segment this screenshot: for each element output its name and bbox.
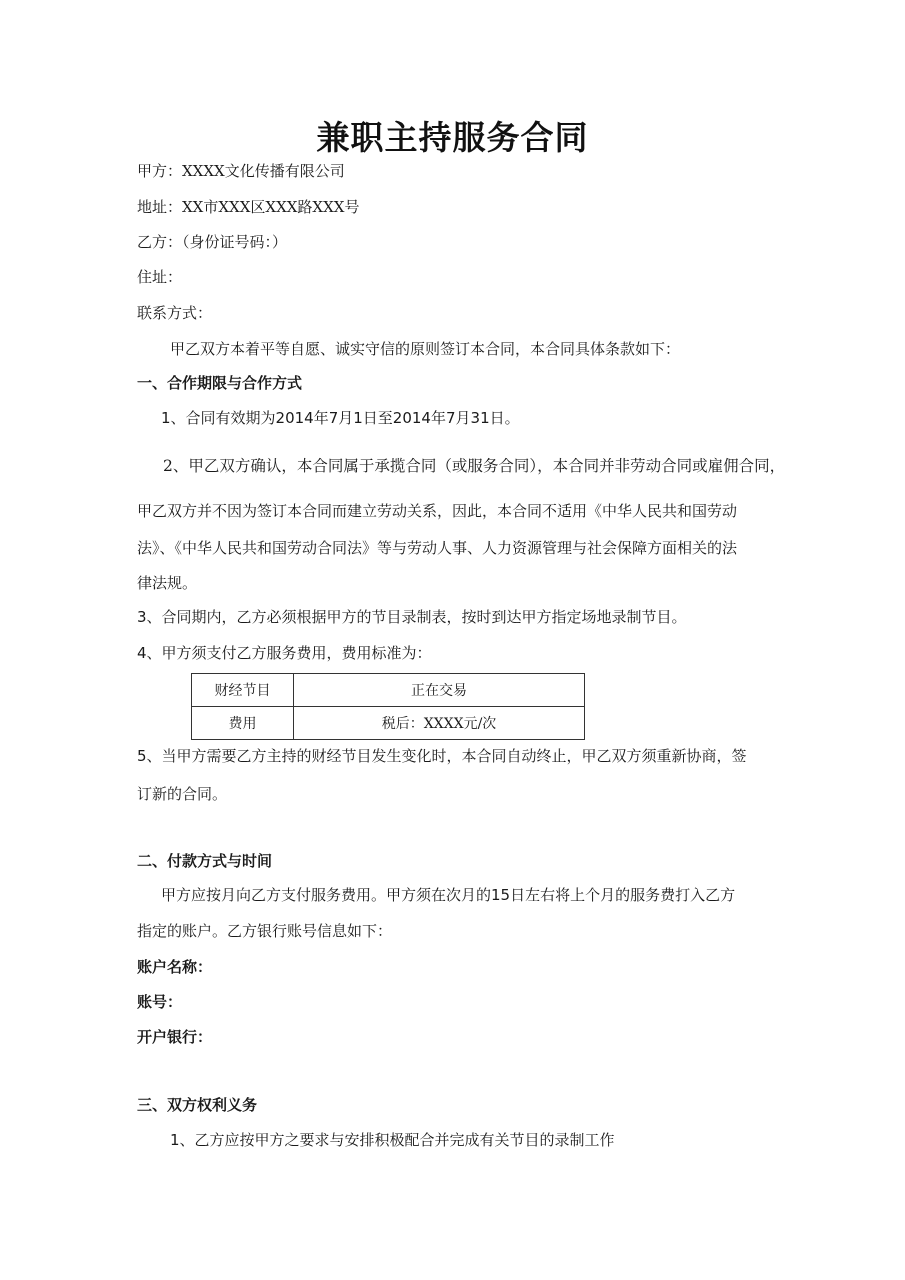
section1-item1: 1、合同有效期为2014年7月1日至2014年7月31日。 [161,409,520,427]
section1-item2-line4: 律法规。 [137,574,198,592]
section1-item2-line2: 甲乙双方并不因为签订本合同而建立劳动关系，因此，本合同不适用《中华人民共和国劳动 [137,502,738,520]
account-number-label: 账号： [137,993,183,1011]
intro-paragraph: 甲乙双方本着平等自愿、诚实守信的原则签订本合同，本合同具体条款如下： [170,340,681,358]
section1-item5-line1: 5、当甲方需要乙方主持的财经节目发生变化时，本合同自动终止，甲乙双方须重新协商，签 [137,747,747,765]
address-a: 地址：XX市XXX区XXX路XXX号 [137,198,360,216]
table-cell: 费用 [192,707,294,740]
party-a: 甲方：XXXX文化传播有限公司 [137,162,345,180]
section3-heading: 三、双方权利义务 [137,1096,258,1114]
section1-item5-line2: 订新的合同。 [137,785,228,803]
section1-item4: 4、甲方须支付乙方服务费用，费用标准为： [137,644,432,662]
bank-label: 开户银行： [137,1028,213,1046]
party-b: 乙方：（身份证号码：） [137,233,288,251]
table-row [192,674,585,707]
section1-item3: 3、合同期内，乙方必须根据甲方的节目录制表，按时到达甲方指定场地录制节目。 [137,608,687,626]
table-cell: 税后：XXXX元/次 [294,707,585,740]
table-cell: 正在交易 [294,674,585,707]
section1-item2-line3: 法》、《中华人民共和国劳动合同法》等与劳动人事、人力资源管理与社会保障方面相关的法 [137,539,738,557]
section2-para-line2: 指定的账户。乙方银行账号信息如下： [137,922,393,940]
contact: 联系方式： [137,304,213,322]
account-name-label: 账户名称： [137,958,213,976]
section2-heading: 二、付款方式与时间 [137,852,273,870]
table-cell: 财经节目 [192,674,294,707]
fee-table [191,673,585,740]
address-b: 住址： [137,268,183,286]
document-title: 兼职主持服务合同 [316,118,589,157]
section2-para-line1: 甲方应按月向乙方支付服务费用。甲方须在次月的15日左右将上个月的服务费打入乙方 [161,886,736,904]
section1-heading: 一、合作期限与合作方式 [137,374,303,392]
section1-item2-line1: 2、甲乙双方确认，本合同属于承揽合同（或服务合同），本合同并非劳动合同或雇佣合同， [163,457,786,475]
table-row [192,707,585,740]
section3-item1: 1、乙方应按甲方之要求与安排积极配合并完成有关节目的录制工作 [170,1131,615,1149]
